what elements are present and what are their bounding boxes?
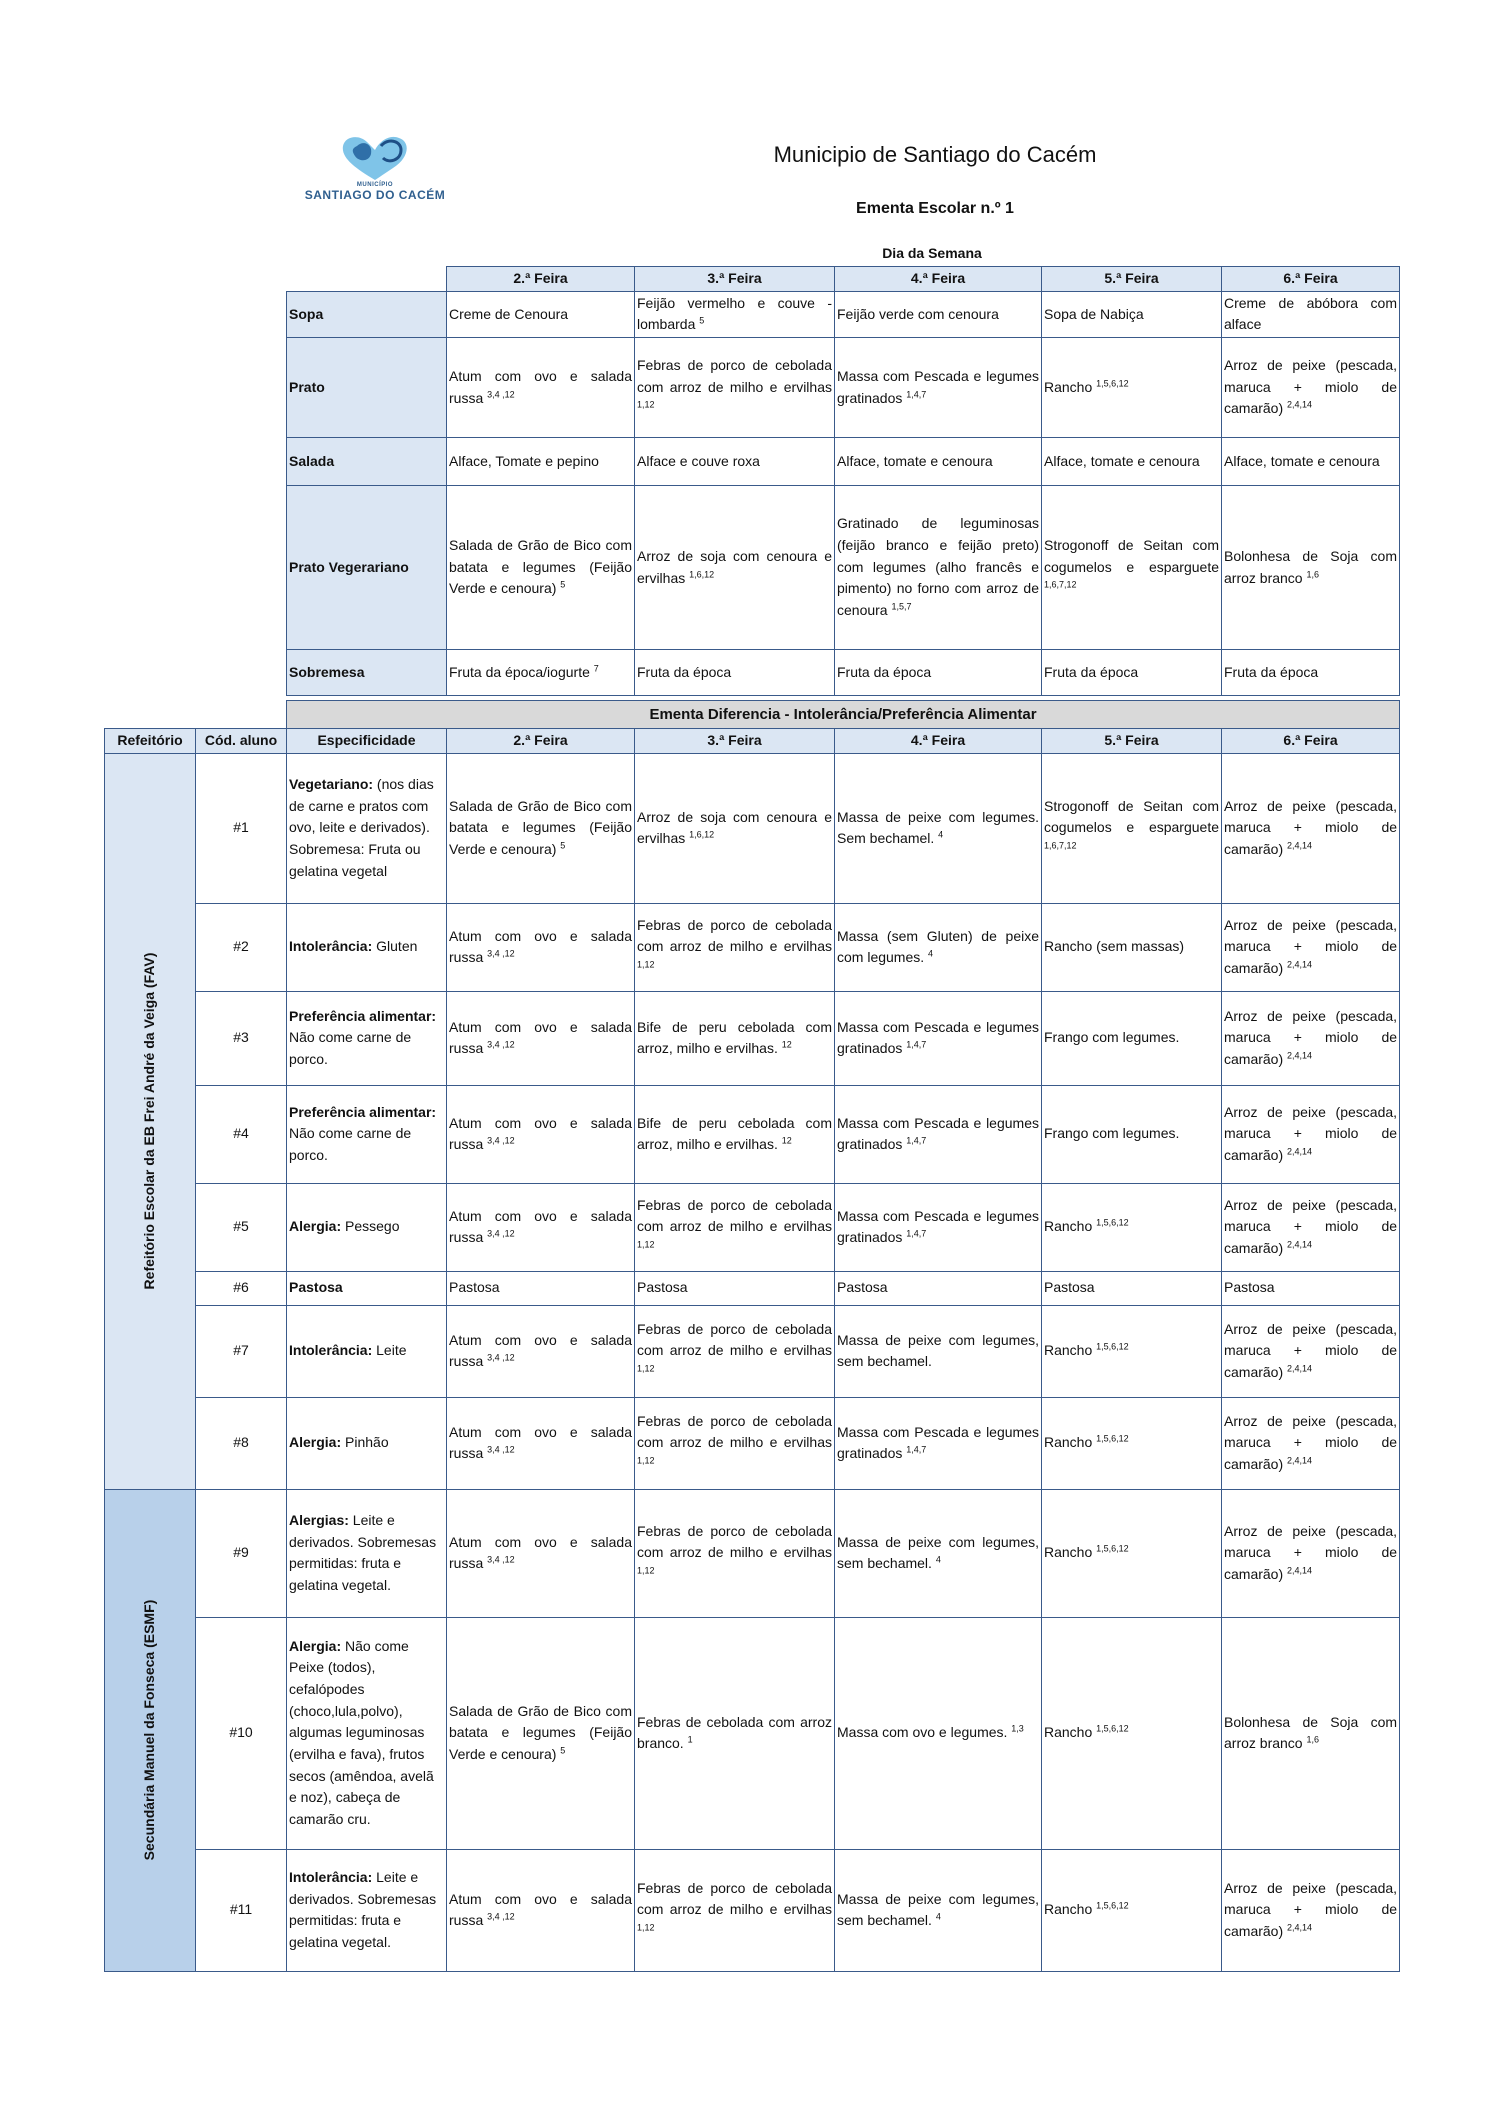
course-label: Prato (287, 338, 447, 438)
weekly-menu-table (286, 266, 1400, 696)
menu-cell: Arroz de peixe (pescada, maruca + miolo de camarão) $^{2,4,14}$ (1222, 1397, 1400, 1489)
specificity: Intolerância: Gluten (287, 903, 447, 991)
course-label: Prato Vegerariano (287, 486, 447, 650)
menu-cell: Arroz de peixe (pescada, maruca + miolo de camarão) $^{2,4,14}$ (1222, 1085, 1400, 1183)
menu-cell: Rancho $^{1,5,6,12}$ (1042, 1617, 1222, 1849)
menu-cell: Arroz de peixe (pescada, maruca + miolo de camarão) $^{2,4,14}$ (1222, 1305, 1400, 1397)
menu-cell: Febras de porco de cebolada com arroz de milho e ervilhas $^{1,12}$ (635, 1397, 835, 1489)
menu-cell: Febras de porco de cebolada com arroz de milho e ervilhas $^{1,12}$ (635, 338, 835, 438)
menu-cell: Bolonhesa de Soja com arroz branco $^{1,6}$ (1222, 1617, 1400, 1849)
menu-cell: Atum com ovo e salada russa $^{3,4 ,12}$ (447, 1849, 635, 1971)
menu-cell: Salada de Grão de Bico com batata e legumes (Feijão Verde e cenoura) $^5$ (447, 753, 635, 903)
student-code-header: Cód. aluno (196, 729, 287, 754)
menu-cell: Bife de peru cebolada com arroz, milho e ervilhas. $^{12}$ (635, 991, 835, 1085)
menu-cell: Massa com Pescada e legumes gratinados $^{1,4,7}$ (835, 338, 1042, 438)
specificity: Preferência alimentar: Não come carne de porco. (287, 1085, 447, 1183)
differentiated-menu-title: Ementa Diferencia - Intolerância/Preferência Alimentar (287, 701, 1400, 729)
page-title: Municipio de Santiago do Cacém (773, 142, 1097, 167)
menu-cell: Creme de abóbora com alface (1222, 291, 1400, 337)
specificity: Pastosa (287, 1271, 447, 1305)
menu-cell: Massa com Pescada e legumes gratinados $^{1,4,7}$ (835, 1183, 1042, 1271)
menu-cell: Massa com Pescada e legumes gratinados $^{1,4,7}$ (835, 991, 1042, 1085)
menu-cell: Alface, tomate e cenoura (1042, 438, 1222, 486)
menu-cell: Atum com ovo e salada russa $^{3,4 ,12}$ (447, 1085, 635, 1183)
student-code: #8 (196, 1397, 287, 1489)
menu-cell: Febras de porco de cebolada com arroz de milho e ervilhas $^{1,12}$ (635, 1183, 835, 1271)
menu-cell: Pastosa (1222, 1271, 1400, 1305)
specificity: Intolerância: Leite e derivados. Sobremesas permitidas: fruta e gelatina vegetal. (287, 1849, 447, 1971)
menu-cell: Salada de Grão de Bico com batata e legumes (Feijão Verde e cenoura) $^5$ (447, 1617, 635, 1849)
day-of-week-label: Dia da Semana (882, 245, 982, 261)
menu-cell: Fruta da época (835, 650, 1042, 696)
menu-cell: Febras de porco de cebolada com arroz de milho e ervilhas $^{1,12}$ (635, 1305, 835, 1397)
menu-cell: Atum com ovo e salada russa $^{3,4 ,12}$ (447, 1397, 635, 1489)
menu-cell: Atum com ovo e salada russa $^{3,4 ,12}$ (447, 1305, 635, 1397)
student-code: #4 (196, 1085, 287, 1183)
menu-cell: Arroz de peixe (pescada, maruca + miolo de camarão) $^{2,4,14}$ (1222, 1849, 1400, 1971)
menu-cell: Massa de peixe com legumes. Sem bechamel. $^4$ (835, 753, 1042, 903)
menu-cell: Gratinado de leguminosas (feijão branco e feijão preto) com legumes (alho francês e pimento) no forno com arroz de cenoura $^{1,5,7}$ (835, 486, 1042, 650)
menu-cell: Massa de peixe com legumes, sem bechamel. $^4$ (835, 1849, 1042, 1971)
menu-cell: Arroz de peixe (pescada, maruca + miolo de camarão) $^{2,4,14}$ (1222, 1183, 1400, 1271)
menu-cell: Bife de peru cebolada com arroz, milho e ervilhas. $^{12}$ (635, 1085, 835, 1183)
specificity: Alergia: Não come Peixe (todos), cefalópodes (choco,lula,polvo), algumas leguminosas (ervilha e fava), frutos secos (amêndoa, avelã e noz), cabeça de camarão cru. (287, 1617, 447, 1849)
menu-cell: Rancho $^{1,5,6,12}$ (1042, 338, 1222, 438)
menu-cell: Rancho (sem massas) (1042, 903, 1222, 991)
menu-cell: Pastosa (447, 1271, 635, 1305)
differentiated-menu-table (104, 700, 1400, 1972)
menu-cell: Fruta da época (635, 650, 835, 696)
day-header: 3.ª Feira (635, 729, 835, 754)
menu-cell: Massa de peixe com legumes, sem bechamel. $^4$ (835, 1489, 1042, 1617)
menu-cell: Arroz de soja com cenoura e ervilhas $^{1,6,12}$ (635, 753, 835, 903)
menu-cell: Arroz de peixe (pescada, maruca + miolo de camarão) $^{2,4,14}$ (1222, 753, 1400, 903)
course-label: Sopa (287, 291, 447, 337)
municipality-logo: MUNICÍPIO SANTIAGO DO CACÉM (300, 132, 450, 212)
menu-cell: Rancho $^{1,5,6,12}$ (1042, 1397, 1222, 1489)
specificity: Alergia: Pessego (287, 1183, 447, 1271)
day-header: 4.ª Feira (835, 267, 1042, 292)
student-code: #11 (196, 1849, 287, 1971)
menu-cell: Strogonoff de Seitan com cogumelos e esparguete $^{1,6,7,12}$ (1042, 486, 1222, 650)
day-header: 5.ª Feira (1042, 267, 1222, 292)
menu-cell: Rancho $^{1,5,6,12}$ (1042, 1183, 1222, 1271)
day-header: 3.ª Feira (635, 267, 835, 292)
student-code: #9 (196, 1489, 287, 1617)
menu-cell: Alface e couve roxa (635, 438, 835, 486)
menu-cell: Creme de Cenoura (447, 291, 635, 337)
menu-cell: Sopa de Nabiça (1042, 291, 1222, 337)
menu-cell: Atum com ovo e salada russa $^{3,4 ,12}$ (447, 338, 635, 438)
menu-cell: Atum com ovo e salada russa $^{3,4 ,12}$ (447, 991, 635, 1085)
menu-cell: Arroz de peixe (pescada, maruca + miolo de camarão) $^{2,4,14}$ (1222, 991, 1400, 1085)
day-header: 5.ª Feira (1042, 729, 1222, 754)
specificity-header: Especificidade (287, 729, 447, 754)
refeitorio-header: Refeitório (105, 729, 196, 754)
menu-cell: Arroz de peixe (pescada, maruca + miolo de camarão) $^{2,4,14}$ (1222, 903, 1400, 991)
menu-cell: Massa com Pescada e legumes gratinados $^{1,4,7}$ (835, 1085, 1042, 1183)
day-header: 6.ª Feira (1222, 729, 1400, 754)
menu-cell: Arroz de soja com cenoura e ervilhas $^{1,6,12}$ (635, 486, 835, 650)
student-code: #5 (196, 1183, 287, 1271)
menu-cell: Strogonoff de Seitan com cogumelos e esparguete $^{1,6,7,12}$ (1042, 753, 1222, 903)
menu-cell: Rancho $^{1,5,6,12}$ (1042, 1305, 1222, 1397)
course-label: Sobremesa (287, 650, 447, 696)
menu-cell: Massa de peixe com legumes, sem bechamel. (835, 1305, 1042, 1397)
specificity: Alergia: Pinhão (287, 1397, 447, 1489)
menu-cell: Frango com legumes. (1042, 991, 1222, 1085)
specificity: Preferência alimentar: Não come carne de porco. (287, 991, 447, 1085)
refeitorio-fav: Refeitório Escolar da EB Frei André da Veiga (FAV) (105, 753, 196, 1489)
menu-cell: Bolonhesa de Soja com arroz branco $^{1,6}$ (1222, 486, 1400, 650)
menu-cell: Alface, Tomate e pepino (447, 438, 635, 486)
menu-cell: Fruta da época (1222, 650, 1400, 696)
menu-cell: Atum com ovo e salada russa $^{3,4 ,12}$ (447, 1183, 635, 1271)
refeitorio-esmf: Secundária Manuel da Fonseca (ESMF) (105, 1489, 196, 1971)
menu-cell: Fruta da época/iogurte $^7$ (447, 650, 635, 696)
menu-cell: Pastosa (1042, 1271, 1222, 1305)
day-header: 2.ª Feira (447, 729, 635, 754)
menu-cell: Arroz de peixe (pescada, maruca + miolo de camarão) $^{2,4,14}$ (1222, 1489, 1400, 1617)
student-code: #2 (196, 903, 287, 991)
menu-cell: Atum com ovo e salada russa $^{3,4 ,12}$ (447, 1489, 635, 1617)
menu-cell: Salada de Grão de Bico com batata e legumes (Feijão Verde e cenoura) $^5$ (447, 486, 635, 650)
menu-cell: Alface, tomate e cenoura (1222, 438, 1400, 486)
menu-cell: Fruta da época (1042, 650, 1222, 696)
menu-cell: Feijão vermelho e couve - lombarda $^5$ (635, 291, 835, 337)
menu-cell: Febras de porco de cebolada com arroz de milho e ervilhas $^{1,12}$ (635, 1849, 835, 1971)
menu-cell: Feijão verde com cenoura (835, 291, 1042, 337)
menu-cell: Pastosa (635, 1271, 835, 1305)
menu-cell: Alface, tomate e cenoura (835, 438, 1042, 486)
specificity: Alergias: Leite e derivados. Sobremesas permitidas: fruta e gelatina vegetal. (287, 1489, 447, 1617)
student-code: #6 (196, 1271, 287, 1305)
day-header: 2.ª Feira (447, 267, 635, 292)
day-header: 4.ª Feira (835, 729, 1042, 754)
course-label: Salada (287, 438, 447, 486)
menu-cell: Atum com ovo e salada russa $^{3,4 ,12}$ (447, 903, 635, 991)
student-code: #10 (196, 1617, 287, 1849)
menu-cell: Febras de porco de cebolada com arroz de milho e ervilhas $^{1,12}$ (635, 1489, 835, 1617)
menu-cell: Rancho $^{1,5,6,12}$ (1042, 1489, 1222, 1617)
menu-cell: Massa (sem Gluten) de peixe com legumes. $^4$ (835, 903, 1042, 991)
menu-cell: Rancho $^{1,5,6,12}$ (1042, 1849, 1222, 1971)
specificity: Vegetariano: (nos dias de carne e pratos com ovo, leite e derivados). Sobremesa: Fruta ou gelatina vegetal (287, 753, 447, 903)
student-code: #7 (196, 1305, 287, 1397)
menu-cell: Pastosa (835, 1271, 1042, 1305)
menu-cell: Febras de porco de cebolada com arroz de milho e ervilhas $^{1,12}$ (635, 903, 835, 991)
menu-cell: Massa com ovo e legumes. $^{1,3}$ (835, 1617, 1042, 1849)
menu-cell: Arroz de peixe (pescada, maruca + miolo de camarão) $^{2,4,14}$ (1222, 338, 1400, 438)
student-code: #1 (196, 753, 287, 903)
menu-cell: Febras de cebolada com arroz branco. $^1$ (635, 1617, 835, 1849)
menu-cell: Frango com legumes. (1042, 1085, 1222, 1183)
day-header: 6.ª Feira (1222, 267, 1400, 292)
menu-subtitle: Ementa Escolar n.º 1 (856, 200, 1014, 217)
menu-cell: Massa com Pescada e legumes gratinados $^{1,4,7}$ (835, 1397, 1042, 1489)
student-code: #3 (196, 991, 287, 1085)
specificity: Intolerância: Leite (287, 1305, 447, 1397)
